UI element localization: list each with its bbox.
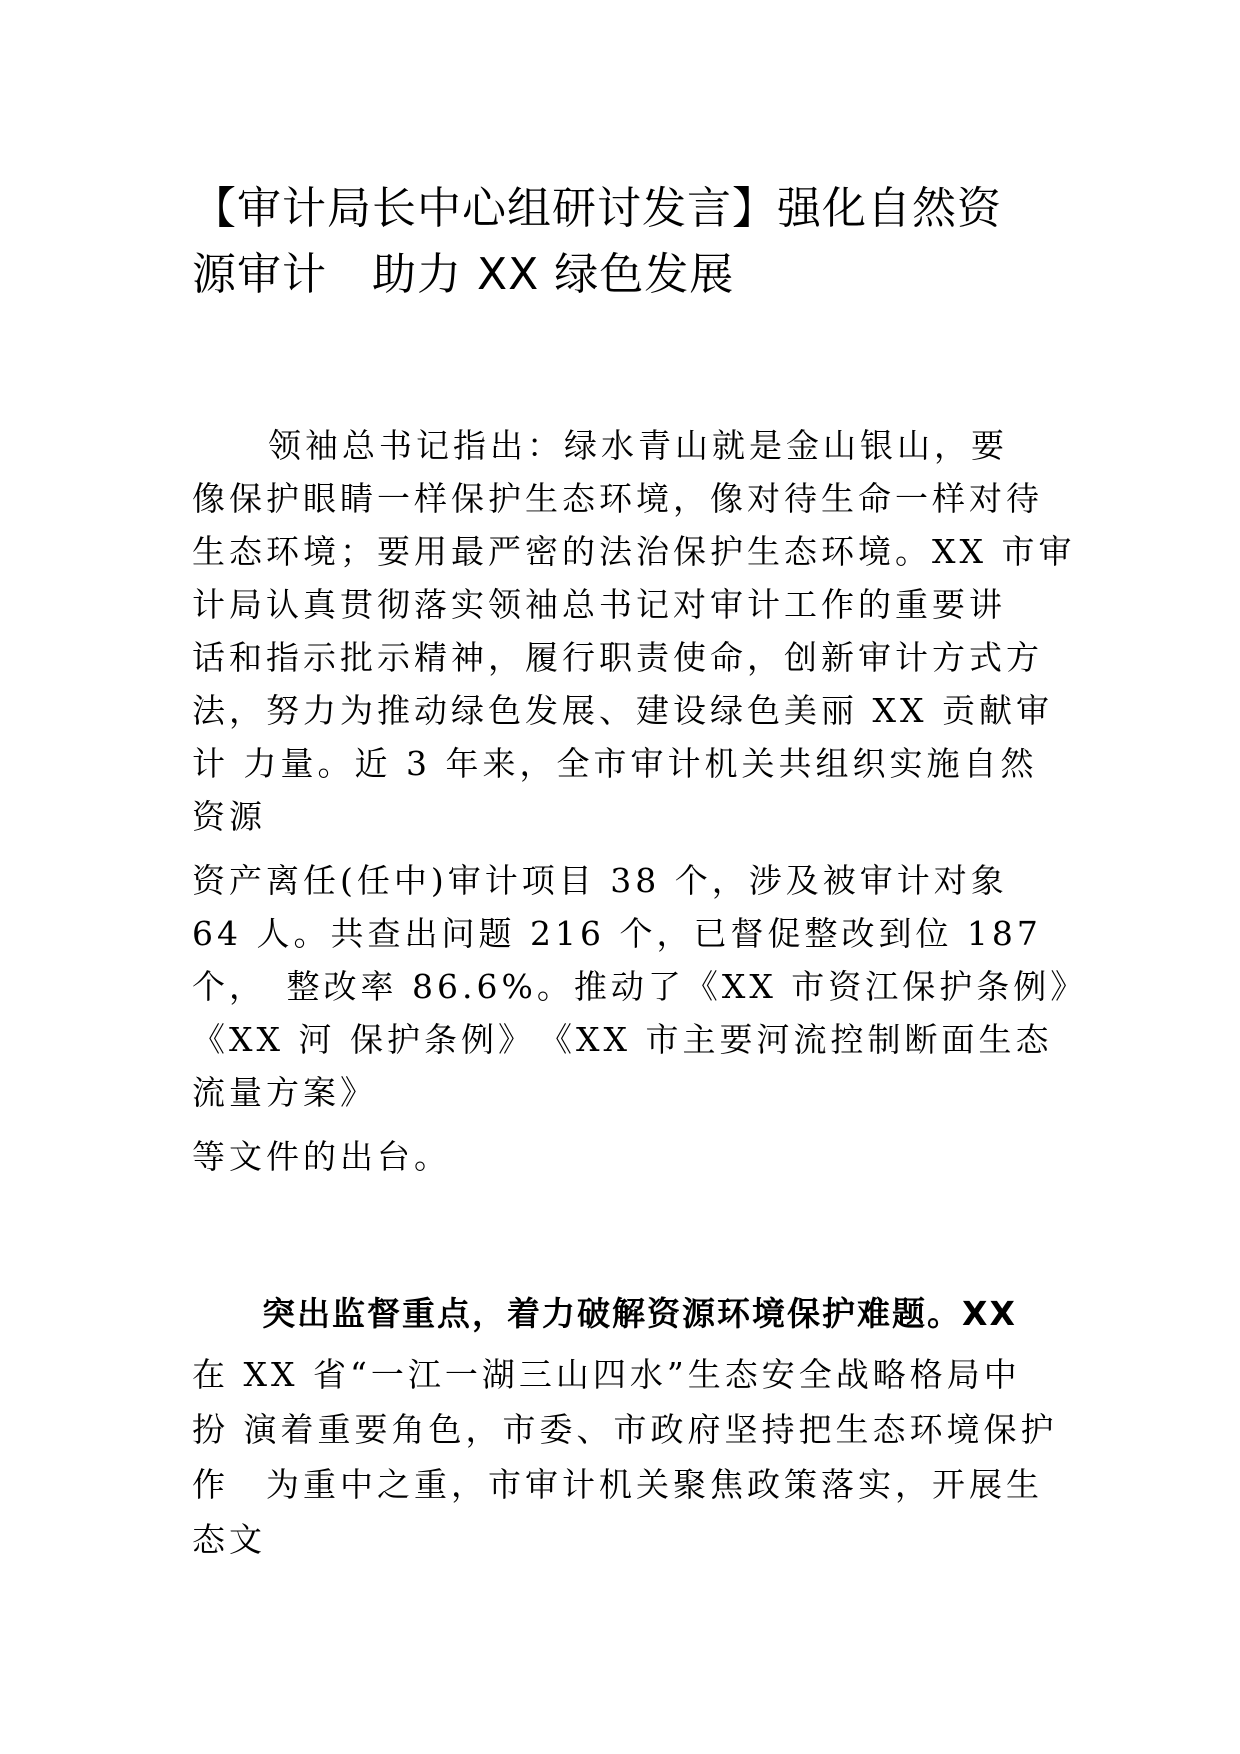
paragraph-1-line-8: 资源 (192, 797, 266, 836)
paragraph-2-line-3: 个， 整改率 86.6%。推动了《XX 市资江保护条例》 (192, 967, 1088, 1006)
paragraph-4-line-3: 作 为重中之重，市审计机关聚焦政策落实，开展生 (192, 1465, 1043, 1504)
paragraph-1-line-6: 法，努力为推动绿色发展、建设绿色美丽 XX 贡献审 (192, 691, 1053, 730)
paragraph-4-line-2: 扮 演着重要角色，市委、市政府坚持把生态环境保护 (192, 1410, 1058, 1449)
paragraph-4-line-4: 态文 (192, 1520, 266, 1559)
paragraph-1-line-2: 像保护眼睛一样保护生态环境，像对待生命一样对待 (192, 479, 1043, 518)
paragraph-1-line-4: 计局认真贯彻落实领袖总书记对审计工作的重要讲 (192, 585, 1006, 624)
paragraph-1-line-7: 计 力量。近 3 年来，全市审计机关共组织实施自然 (192, 744, 1038, 783)
paragraph-3-line-1: 等文件的出台。 (192, 1137, 451, 1176)
section-heading: 突出监督重点，着力破解资源环境保护难题。XX (262, 1294, 1017, 1333)
paragraph-2-line-1: 资产离任(任中)审计项目 38 个，涉及被审计对象 (192, 861, 1008, 900)
paragraph-2-line-5: 流量方案》 (192, 1073, 377, 1112)
paragraph-2-line-4: 《XX 河 保护条例》 《XX 市主要河流控制断面生态 (192, 1020, 1053, 1059)
paragraph-1-line-3: 生态环境；要用最严密的法治保护生态环境。XX 市审 (192, 532, 1076, 571)
title-line-2: 源审计 助力 XX 绿色发展 (192, 249, 735, 300)
paragraph-2-line-2: 64 人。共查出问题 216 个，已督促整改到位 187 (192, 914, 1042, 953)
document-title (192, 176, 1072, 308)
paragraph-4-line-1: 在 XX 省“一江一湖三山四水”生态安全战略格局中 (192, 1355, 1021, 1394)
paragraph-1-line-5: 话和指示批示精神，履行职责使命，创新审计方式方 (192, 638, 1043, 677)
title-line-1: 【审计局长中心组研讨发言】强化自然资 (192, 183, 1002, 234)
paragraph-1-line-1: 领袖总书记指出：绿水青山就是金山银山，要 (268, 426, 1008, 465)
